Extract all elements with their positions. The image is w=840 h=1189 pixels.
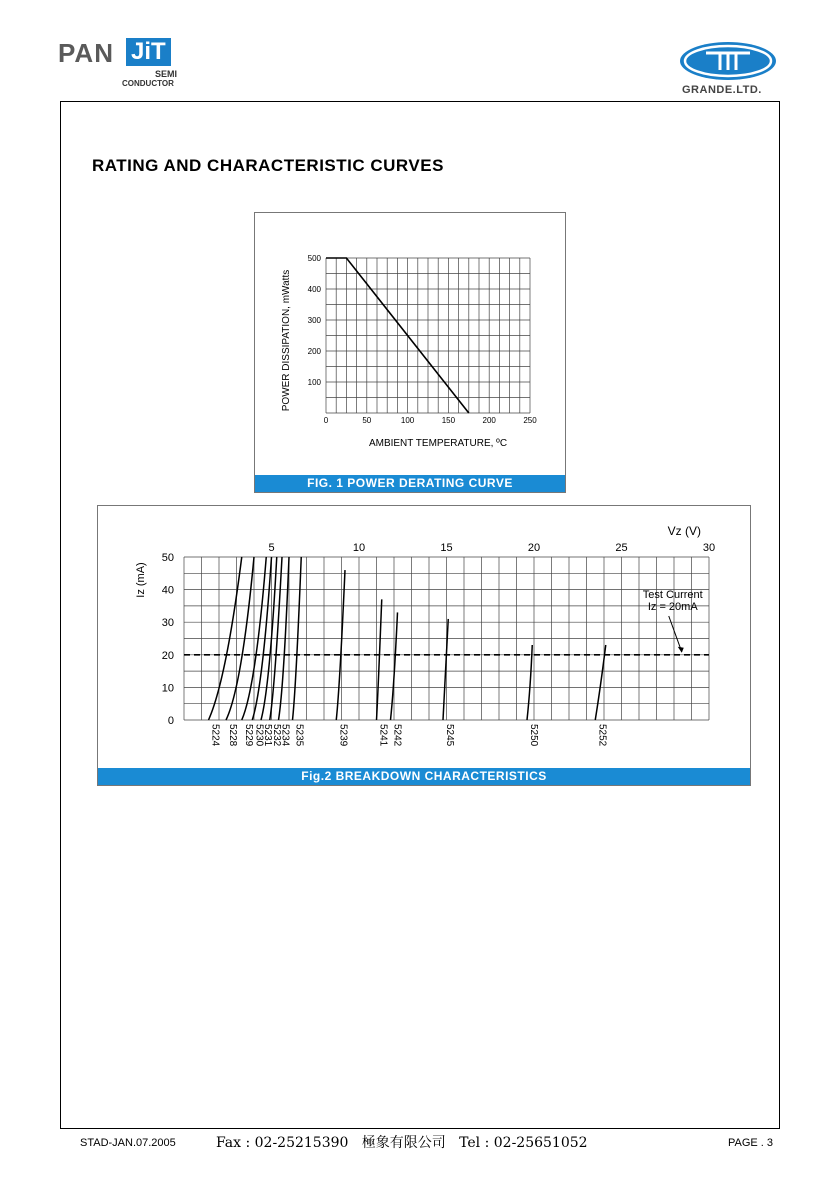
y-tick-label: 50 [161, 552, 174, 564]
logo-sub-semi: SEMI [155, 69, 178, 79]
annotation-line1: Test Current [642, 589, 703, 601]
y-tick-label: 500 [307, 254, 321, 263]
y-tick-label: 40 [161, 584, 174, 597]
y-tick-label: 10 [161, 682, 174, 695]
breakdown-curve-5245 [443, 619, 448, 720]
annotation-arrowhead [678, 647, 684, 653]
series-label: 5252 [596, 724, 608, 747]
series-label: 5230 [253, 724, 265, 747]
y-tick-label: 300 [307, 316, 321, 325]
x-tick-label: 30 [702, 542, 716, 554]
y-tick-label: 400 [307, 285, 321, 294]
logo-sub-conductor: CONDUCTOR [122, 79, 174, 88]
x-tick-label: 10 [352, 542, 366, 554]
grande-logo-icon [676, 40, 780, 84]
x-axis-label: Vz (V) [667, 524, 701, 538]
x-tick-label: 50 [362, 416, 372, 425]
breakdown-curve-5241 [377, 599, 382, 720]
series-label: 5241 [377, 724, 389, 747]
fig1-caption: FIG. 1 POWER DERATING CURVE [255, 475, 565, 492]
series-label: 5242 [391, 724, 403, 747]
panjit-logo [58, 38, 188, 88]
breakdown-chart [98, 506, 750, 768]
x-tick-label: 25 [615, 542, 628, 554]
grande-logo [676, 40, 780, 98]
footer-doc-id: STAD-JAN.07.2005 [80, 1137, 176, 1149]
logo-word: PAN [58, 38, 114, 68]
grande-text: GRANDE.LTD. [682, 84, 762, 96]
series-label: 5224 [209, 724, 221, 747]
x-tick-label: 200 [482, 416, 496, 425]
y-tick-label: 200 [307, 347, 321, 356]
annotation-line2: Iz = 20mA [647, 601, 698, 613]
x-tick-label: 0 [323, 416, 329, 425]
series-label: 5250 [528, 724, 539, 747]
series-label: 5245 [444, 724, 455, 747]
series-label: 5232 [270, 724, 282, 747]
fig2-caption: Fig.2 BREAKDOWN CHARACTERISTICS [98, 768, 750, 785]
footer-contact: Fax : 02-25215390 極象有限公司 Tel : 02-25651052 [216, 1135, 588, 1151]
page-title: RATING AND CHARACTERISTIC CURVES [92, 156, 444, 175]
power-derating-chart [255, 213, 565, 475]
x-tick-label: 250 [523, 416, 537, 425]
x-tick-label: 100 [400, 416, 415, 425]
series-label: 5228 [227, 724, 238, 747]
fig2-panel [97, 505, 751, 786]
breakdown-curve-5250 [527, 645, 532, 720]
series-label: 5234 [279, 724, 291, 747]
series-label: 5231 [262, 724, 273, 747]
x-tick-label: 15 [440, 542, 453, 554]
series-label: 5235 [293, 724, 305, 747]
y-axis-label: Iz (mA) [135, 562, 147, 598]
y-tick-label: 20 [161, 649, 174, 662]
series-label: 5229 [242, 724, 254, 747]
y-tick-label: 100 [307, 378, 321, 387]
y-tick-label: 0 [167, 715, 174, 727]
x-tick-label: 5 [268, 542, 275, 554]
breakdown-curve-5239 [336, 570, 345, 720]
y-axis-label: POWER DISSIPATION, mWatts [281, 269, 292, 412]
fig1-panel [254, 212, 566, 493]
series-label: 5239 [337, 724, 349, 747]
x-tick-label: 150 [441, 416, 456, 425]
annotation-arrow [669, 616, 682, 652]
logo-badge: JiT [126, 38, 171, 66]
x-axis-label: AMBIENT TEMPERATURE, ºC [368, 438, 508, 449]
y-tick-label: 30 [161, 617, 174, 630]
footer-page-number: PAGE . 3 [728, 1137, 774, 1149]
x-tick-label: 20 [527, 542, 541, 554]
